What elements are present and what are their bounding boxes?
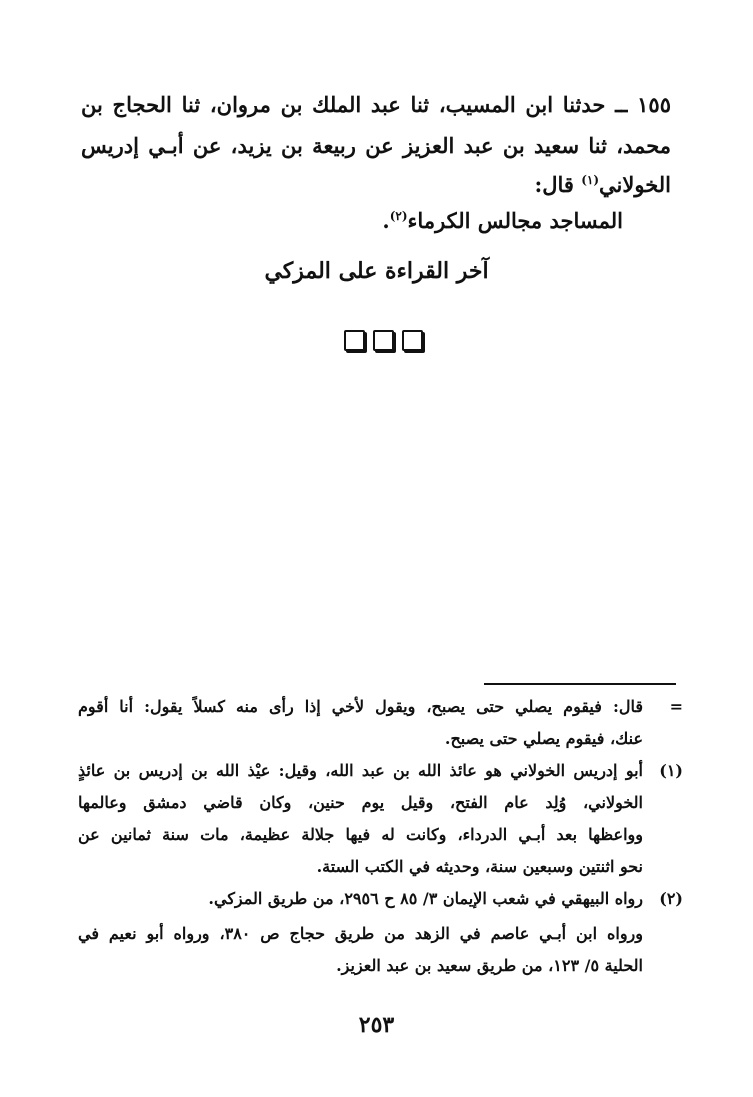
separator-square-icon [402, 330, 423, 351]
footnote-continuation-marker: = [669, 697, 683, 716]
hadith-line-3 [81, 172, 671, 197]
footnote-ref-2: (٢) [389, 209, 408, 223]
footnote-1-line-2: الخولاني، وُلِد عام الفتح، وقيل يوم حنين، وكان قاضي دمشق وعالمها [78, 793, 643, 812]
section-end-title: آخر القراءة على المزكي [264, 258, 489, 284]
hadith-line-2: محمد، ثنا سعيد بن عبد العزيز عن ربيعة بن يزيد، عن أبـي إدريس [81, 133, 671, 158]
footnote-2-marker: (٢) [659, 889, 683, 908]
footnote-divider [484, 683, 676, 685]
footnote-1-line-1: أبو إدريس الخولاني هو عائذ الله بن عبد الله، وقيل: عيْذ الله بن إدريس بن عائذٍ [78, 761, 643, 780]
footnote-2-line-1: رواه البيهقي في شعب الإيمان ٣/ ٨٥ ح ٢٩٥٦، من طريق المزكي. [208, 889, 643, 908]
footnote-1-line-4: نحو اثنتين وسبعين سنة، وحديثه في الكتب الستة. [316, 857, 643, 876]
hadith-line-1: ١٥٥ ــ حدثنا ابن المسيب، ثنا عبد الملك بن مروان، ثنا الحجاج بن [81, 92, 671, 117]
hadith-line-3-text: الخولاني [599, 172, 671, 197]
footnote-2-line-2: ورواه ابن أبـي عاصم في الزهد من طريق حجاج ص ٣٨٠، ورواه أبو نعيم في [78, 924, 643, 943]
saying-end: . [382, 208, 390, 233]
qala-text: قال: [534, 172, 582, 197]
separator-square-icon [373, 330, 394, 351]
separator-square-icon [344, 330, 365, 351]
saying-text: المساجد مجالس الكرماء [407, 208, 623, 233]
footnote-ref-1: (١) [581, 173, 600, 187]
footnote-2-line-3: الحلية ٥/ ١٢٣، من طريق سعيد بن عبد العزيز. [336, 956, 643, 975]
footnote-0-line-1: قال: فيقوم يصلي حتى يصبح، ويقول لأخي إذا رأى منه كسلاً يقول: أنا أقوم [78, 697, 643, 716]
footnote-0-line-2: عنك، فيقوم يصلي حتى يصبح. [444, 729, 643, 748]
footnote-1-marker: (١) [659, 761, 683, 780]
footnote-1-line-3: وواعظها بعد أبـي الدرداء، وكانت له فيها جلالة عظيمة، مات سنة ثمانين عن [78, 825, 643, 844]
page-number: ٢٥٣ [358, 1012, 395, 1038]
section-separator [344, 330, 423, 351]
hadith-saying [382, 208, 623, 233]
